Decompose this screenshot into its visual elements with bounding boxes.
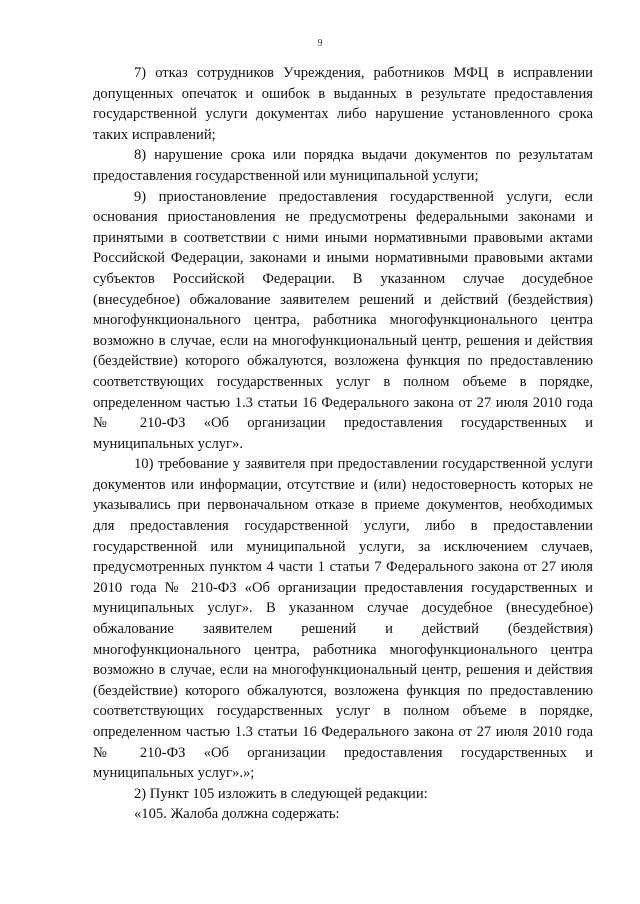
list-item-10: 10) требование у заявителя при предоставлении государственной услуги документов или информации, отсутствие и (или) недостоверность которых не указывались при первоначальном отказе в приеме документов, необходимых для предоставления государственной услуги, либо в предоставлении государственной или муниципальной услуги, за исключением случаев, предусмотренных пунктом 4 части 1 статьи 7 Федерального закона от 27 июля 2010 года № 210-ФЗ «Об организации предоставления государственных и муниципальных услуг». В указанном случае досудебное (внесудебное) обжалование заявителем решений и действий (бездействия) многофункционального центра, работника многофункционального центра возможно в случае, если на многофункциональный центр, решения и действия (бездействие) которого обжалуются, возложена функция по предоставлению соответствующих государственных услуг в полном объеме в порядке, определенном частью 1.3 статьи 16 Федерального закона от 27 июля 2010 года № 210-ФЗ «Об организации предоставления государственных и муниципальных услуг».»; <box>93 456 593 782</box>
amendment-item-2: 2) Пункт 105 изложить в следующей редакции: <box>134 785 428 802</box>
list-item-7: 7) отказ сотрудников Учреждения, работников МФЦ в исправлении допущенных опечаток и ошибок в выданных в результате предоставления государственной услуги документах либо нарушение установленного срока таких исправлений; <box>93 65 593 143</box>
list-item-9: 9) приостановление предоставления государственной услуги, если основания приостановления не предусмотрены федеральными законами и принятыми в соответствии с ними иными нормативными правовыми актами Российской Федерации, законами и иными нормативными правовыми актами субъектов Российской Федерации. В указанном случае досудебное (внесудебное) обжалование заявителем решений и действий (бездействия) многофункционального центра, работника многофункционального центра возможно в случае, если на многофункциональный центр, решения и действия (бездействие) которого обжалуются, возложена функция по предоставлению соответствующих государственных услуг в полном объеме в порядке, определенном частью 1.3 статьи 16 Федерального закона от 27 июля 2010 года № 210-ФЗ «Об организации предоставления государственных и муниципальных услуг». <box>93 188 593 452</box>
document-body <box>93 63 593 825</box>
list-item-8: 8) нарушение срока или порядка выдачи документов по результатам предоставления государственной или муниципальной услуги; <box>93 147 593 184</box>
page-number: 9 <box>317 38 323 49</box>
clause-105-heading: «105. Жалоба должна содержать: <box>134 806 340 823</box>
